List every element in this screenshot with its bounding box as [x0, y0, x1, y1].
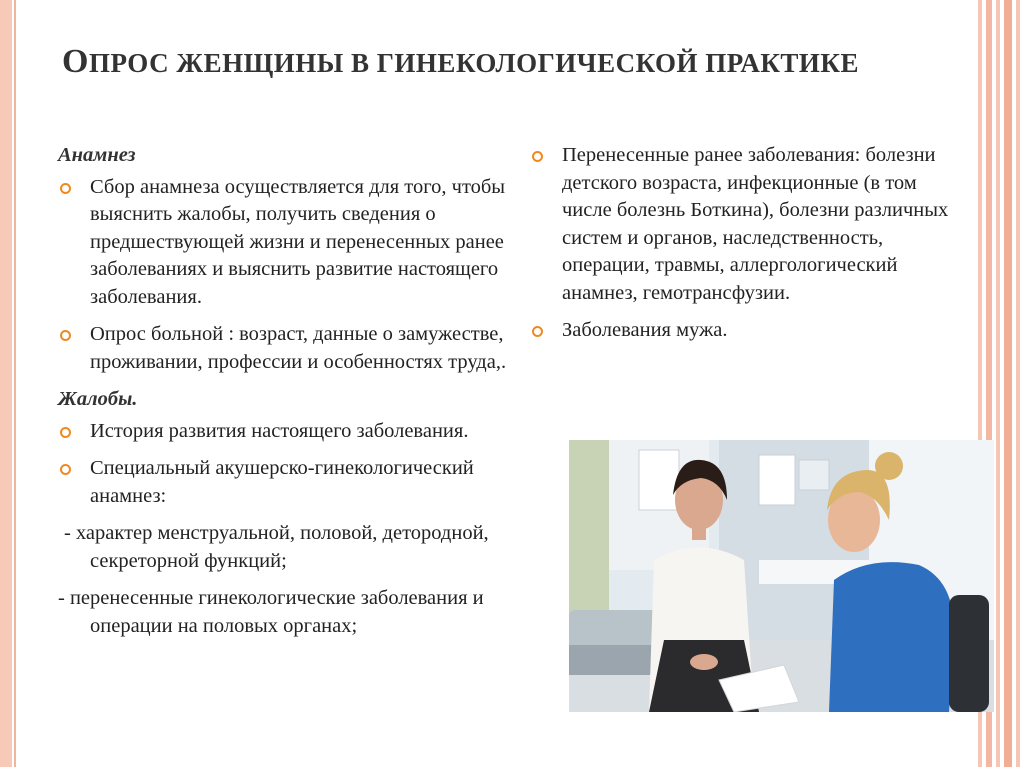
left-border-decoration	[0, 0, 12, 767]
doctor-patient-photo	[569, 440, 994, 712]
ring-bullet-icon	[60, 183, 71, 194]
list-item: Сбор анамнеза осуществляется для того, чтобы выяснить жалобы, получить сведения о предшествующей жизни и перенесенных ранее заболеваниях и выяснить развитие настоящего заболевания.	[58, 174, 508, 312]
ring-bullet-icon	[60, 464, 71, 475]
heading-anamnesis: Анамнез	[58, 144, 136, 166]
dash-item: - характер менструальной, половой, детородной, секреторной функций;	[64, 522, 489, 572]
left-border-line	[14, 0, 16, 767]
dash-item: - перенесенные гинекологические заболевания и операции на половых органах;	[58, 587, 484, 637]
ring-bullet-icon	[532, 326, 543, 337]
ring-bullet-icon	[60, 330, 71, 341]
ring-bullet-icon	[60, 427, 71, 438]
heading-complaints: Жалобы.	[58, 388, 138, 410]
list-item: Опрос больной : возраст, данные о замужестве, проживании, профессии и особенностях труда,.	[58, 321, 508, 376]
list-item: Специальный акушерско-гинекологический анамнез:	[58, 455, 508, 510]
right-column	[530, 142, 960, 355]
list-item: Перенесенные ранее заболевания: болезни детского возраста, инфекционные (в том числе болезнь Боткина), болезни различных систем и органов, наследственность, операции, травмы, аллергологический анамнез, гемотрансфузии.	[530, 142, 960, 307]
slide-title: ОПРОС ЖЕНЩИНЫ В ГИНЕКОЛОГИЧЕСКОЙ ПРАКТИКЕ	[62, 43, 860, 80]
ring-bullet-icon	[532, 151, 543, 162]
left-column	[58, 142, 508, 650]
list-item: История развития настоящего заболевания.	[58, 418, 508, 446]
list-item: Заболевания мужа.	[530, 317, 960, 345]
